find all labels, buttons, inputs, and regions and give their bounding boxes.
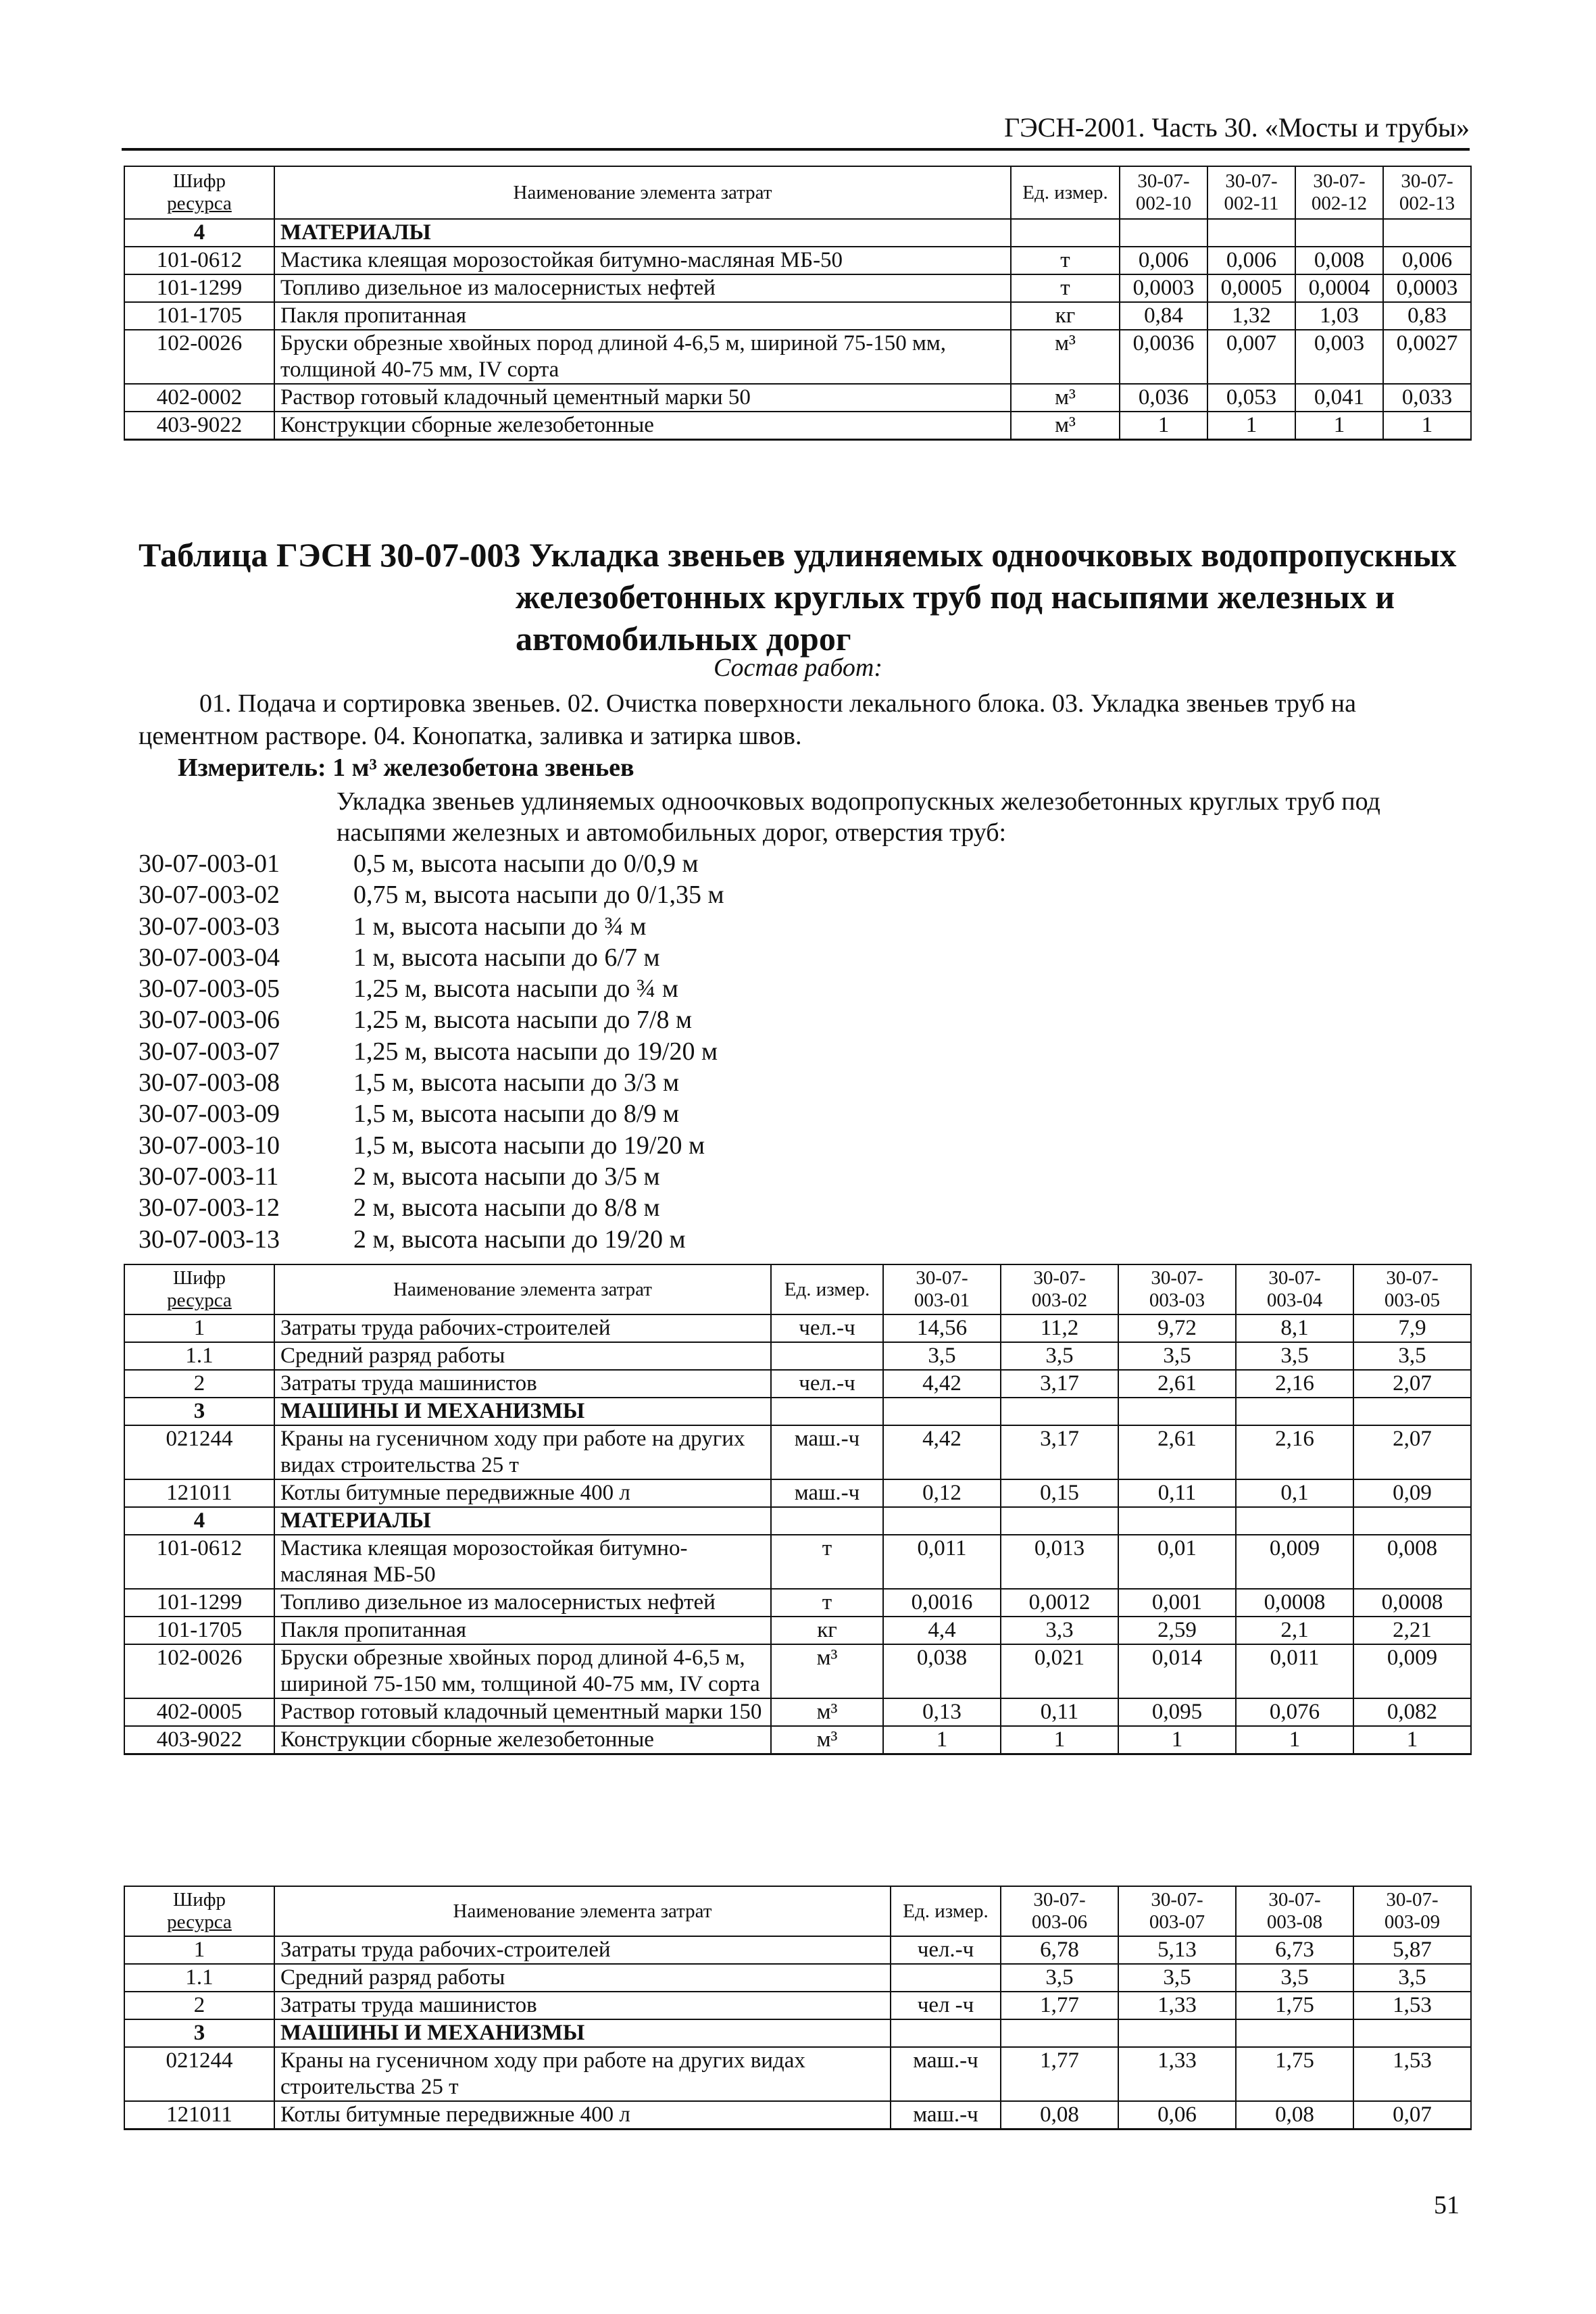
list-item: 30-07-003-01 0,5 м, высота насыпи до 0/0,9 м <box>139 850 699 878</box>
table-row: 101-0612 Мастика клеящая морозостойкая битумно-масляная МБ-50 т 0,006 0,006 0,008 0,006 <box>124 247 1471 274</box>
table-30-07-002-materials <box>124 166 1472 441</box>
table-row: 101-0612 Мастика клеящая морозостойкая битумно-масляная МБ-50 т 0,011 0,013 0,01 0,009 0,008 <box>124 1535 1471 1589</box>
table-row: 1.1 Средний разряд работы 3,5 3,5 3,5 3,5 <box>124 1964 1471 1992</box>
col-header-code: Шифр ресурса <box>124 1886 274 1936</box>
list-item: 30-07-003-08 1,5 м, высота насыпи до 3/3 м <box>139 1068 680 1098</box>
col-header-name: Наименование элемента затрат <box>274 1264 771 1314</box>
col-header-norm: 30-07- 003-05 <box>1353 1264 1471 1314</box>
table-row: 101-1705 Пакля пропитанная кг 0,84 1,32 1,03 0,83 <box>124 302 1471 330</box>
table-header-row <box>124 1264 1471 1314</box>
col-header-norm: 30-07- 003-08 <box>1236 1886 1353 1936</box>
table-row: 121011 Котлы битумные передвижные 400 л маш.-ч 0,12 0,15 0,11 0,1 0,09 <box>124 1479 1471 1507</box>
norm-code-list <box>139 848 724 1255</box>
table-row: 021244 Краны на гусеничном ходу при работе на других видах строительства 25 т маш.-ч 4,42 3,17 2,61 2,16 2,07 <box>124 1425 1471 1479</box>
table-row: 021244 Краны на гусеничном ходу при работе на других видах строительства 25 т маш.-ч 1,77 1,33 1,75 1,53 <box>124 2047 1471 2101</box>
col-header-norm: 30-07- 002-13 <box>1383 166 1471 219</box>
col-header-norm: 30-07- 003-06 <box>1001 1886 1118 1936</box>
list-item: 30-07-003-10 1,5 м, высота насыпи до 19/20 м <box>139 1131 705 1160</box>
table-row: 102-0026 Бруски обрезные хвойных пород длиной 4-6,5 м, шириной 75-150 мм, толщиной 40-75 мм, IV сорта м³ 0,038 0,021 0,014 0,011 0,009 <box>124 1644 1471 1698</box>
table-row: 1 Затраты труда рабочих-строителей чел.-ч 14,56 11,2 9,72 8,1 7,9 <box>124 1314 1471 1342</box>
col-header-name: Наименование элемента затрат <box>274 166 1011 219</box>
list-item: 30-07-003-02 0,75 м, высота насыпи до 0/1,35 м <box>139 881 724 910</box>
col-header-unit: Ед. измер. <box>771 1264 883 1314</box>
table-row: 402-0005 Раствор готовый кладочный цементный марки 150 м³ 0,13 0,11 0,095 0,076 0,082 <box>124 1698 1471 1726</box>
table-row: 1.1 Средний разряд работы 3,5 3,5 3,5 3,5 3,5 <box>124 1342 1471 1370</box>
page-number: 51 <box>1434 2191 1460 2219</box>
table-row: 2 Затраты труда машинистов чел.-ч 4,42 3,17 2,61 2,16 2,07 <box>124 1370 1471 1398</box>
table-row: 121011 Котлы битумные передвижные 400 л маш.-ч 0,08 0,06 0,08 0,07 <box>124 2101 1471 2130</box>
col-header-unit: Ед. измер. <box>1011 166 1120 219</box>
table-row: 102-0026 Бруски обрезные хвойных пород длиной 4-6,5 м, шириной 75-150 мм, толщиной 40-75 мм, IV сорта м³ 0,0036 0,007 0,003 0,0027 <box>124 330 1471 384</box>
col-header-norm: 30-07- 003-03 <box>1118 1264 1236 1314</box>
list-item: 30-07-003-04 1 м, высота насыпи до 6/7 м <box>139 943 660 972</box>
col-header-norm: 30-07- 002-11 <box>1207 166 1295 219</box>
table-row: 2 Затраты труда машинистов чел -ч 1,77 1,33 1,75 1,53 <box>124 1992 1471 2019</box>
list-item: 30-07-003-11 2 м, высота насыпи до 3/5 м <box>139 1162 660 1191</box>
table-row: 403-9022 Конструкции сборные железобетонные м³ 1 1 1 1 1 <box>124 1726 1471 1754</box>
list-item: 30-07-003-13 2 м, высота насыпи до 19/20 м <box>139 1225 686 1254</box>
table-30-07-003-01-05 <box>124 1264 1472 1755</box>
list-item: 30-07-003-06 1,25 м, высота насыпи до 7/8 м <box>139 1006 693 1035</box>
table-row: 3 МАШИНЫ И МЕХАНИЗМЫ <box>124 2019 1471 2047</box>
col-header-code: Шифр ресурса <box>124 166 274 219</box>
col-header-norm: 30-07- 003-09 <box>1353 1886 1471 1936</box>
measurement-unit: Измеритель: 1 м³ железобетона звеньев <box>178 754 634 782</box>
list-item: 30-07-003-12 2 м, высота насыпи до 8/8 м <box>139 1193 660 1223</box>
col-header-code: Шифр ресурса <box>124 1264 274 1314</box>
table-row: 4 МАТЕРИАЛЫ <box>124 1507 1471 1535</box>
work-composition-text: 01. Подача и сортировка звеньев. 02. Очистка поверхности лекального блока. 03. Укладка звеньев труб на цементном растворе. 04. Конопатка, заливка и затирка швов. <box>139 689 1356 750</box>
table-row: 101-1299 Топливо дизельное из малосернистых нефтей т 0,0016 0,0012 0,001 0,0008 0,0008 <box>124 1589 1471 1617</box>
table-header-row <box>124 1886 1471 1936</box>
running-header: ГЭСН-2001. Часть 30. «Мосты и трубы» <box>122 112 1470 151</box>
table-header-row <box>124 166 1471 219</box>
table-row: 403-9022 Конструкции сборные железобетонные м³ 1 1 1 1 <box>124 412 1471 440</box>
col-header-norm: 30-07- 003-04 <box>1236 1264 1353 1314</box>
col-header-norm: 30-07- 003-07 <box>1118 1886 1236 1936</box>
table-row: 101-1705 Пакля пропитанная кг 4,4 3,3 2,59 2,1 2,21 <box>124 1617 1471 1644</box>
norms-intro: Укладка звеньев удлиняемых одноочковых водопропускных железобетонных круглых труб под насыпями железных и автомобильных дорог, отверстия труб: <box>336 787 1380 847</box>
table-row: 402-0002 Раствор готовый кладочный цементный марки 50 м³ 0,036 0,053 0,041 0,033 <box>124 384 1471 412</box>
list-item: 30-07-003-07 1,25 м, высота насыпи до 19/20 м <box>139 1037 718 1066</box>
work-composition-heading: Состав работ: <box>713 654 883 682</box>
col-header-norm: 30-07- 003-01 <box>883 1264 1001 1314</box>
table-row: 1 Затраты труда рабочих-строителей чел.-ч 6,78 5,13 6,73 5,87 <box>124 1936 1471 1964</box>
col-header-unit: Ед. измер. <box>891 1886 1001 1936</box>
col-header-norm: 30-07- 002-12 <box>1295 166 1383 219</box>
table-30-07-003-06-09 <box>124 1886 1472 2130</box>
list-item: 30-07-003-05 1,25 м, высота насыпи до ¾ м <box>139 975 678 1004</box>
list-item: 30-07-003-03 1 м, высота насыпи до ¾ м <box>139 912 647 941</box>
table-title: Таблица ГЭСН 30-07-003 Укладка звеньев удлиняемых одноочковых водопропускных железобетонных круглых труб под насыпями железных и автомобильных дорог <box>139 536 1457 658</box>
list-item: 30-07-003-09 1,5 м, высота насыпи до 8/9 м <box>139 1100 680 1129</box>
table-row: 3 МАШИНЫ И МЕХАНИЗМЫ <box>124 1398 1471 1425</box>
col-header-norm: 30-07- 002-10 <box>1120 166 1207 219</box>
table-row: 101-1299 Топливо дизельное из малосернистых нефтей т 0,0003 0,0005 0,0004 0,0003 <box>124 274 1471 302</box>
col-header-name: Наименование элемента затрат <box>274 1886 891 1936</box>
table-row: 4 МАТЕРИАЛЫ <box>124 219 1471 247</box>
col-header-norm: 30-07- 003-02 <box>1001 1264 1118 1314</box>
